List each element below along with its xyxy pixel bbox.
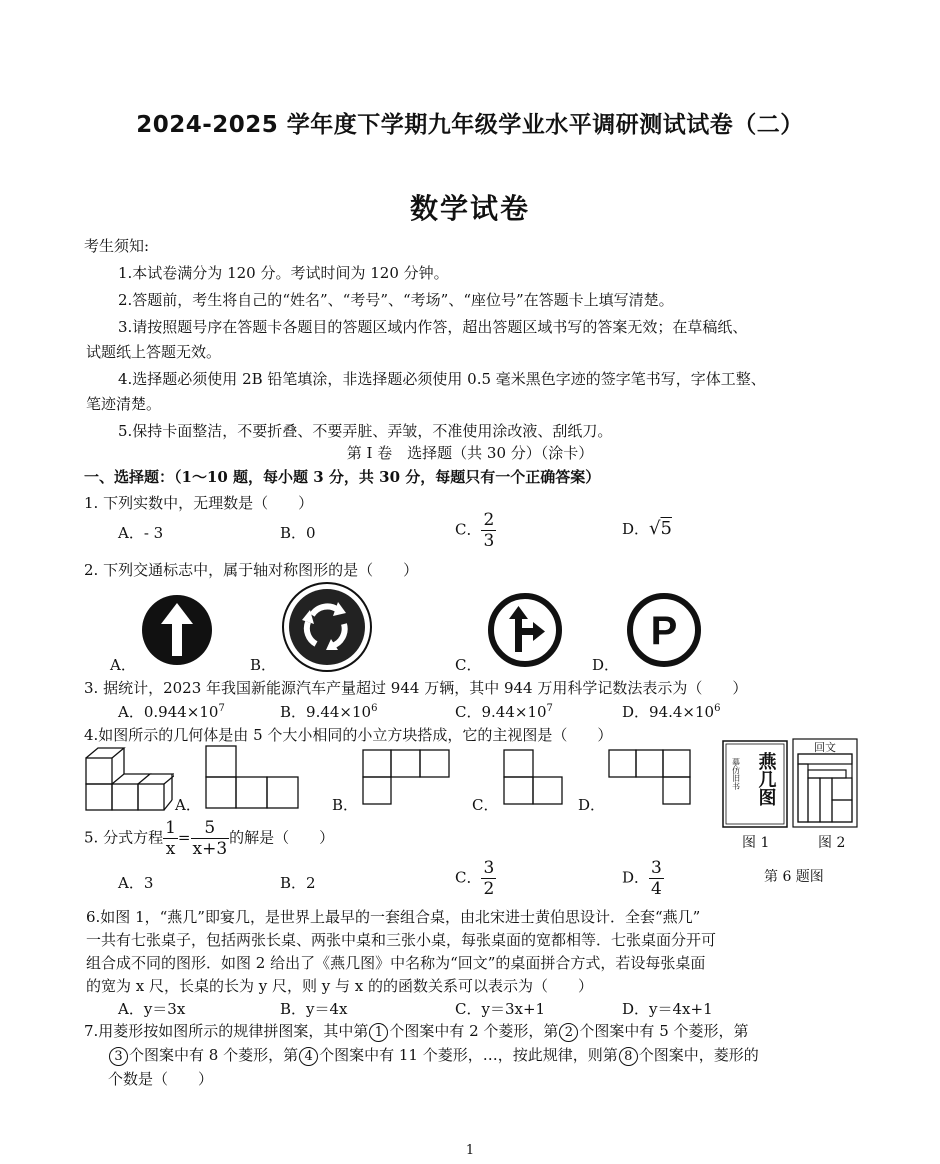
q6-option-d: D．y＝4x+1 xyxy=(622,1000,713,1018)
q2-option-a: A． xyxy=(110,656,136,674)
q5-option-d xyxy=(622,858,664,899)
q5-option-d-num: 3 xyxy=(651,858,662,878)
q5-option-c-num: 3 xyxy=(483,858,495,878)
q3-option-c-base: C．9.44×10 xyxy=(455,703,547,721)
yanji-book-cover-figure xyxy=(722,740,788,828)
q5-option-a: A．3 xyxy=(118,874,154,892)
q6-option-b: B．y＝4x xyxy=(280,1000,348,1018)
q2-option-b: B． xyxy=(250,656,277,674)
q6-option-a: A．y＝3x xyxy=(118,1000,186,1018)
exam-title: 2024-2025 学年度下学期九年级学业水平调研测试试卷（二） xyxy=(136,112,804,138)
q7-line-1 xyxy=(84,1020,749,1042)
q4-option-d: D． xyxy=(578,796,606,814)
notice-item-3-cont: 试题纸上答题无效。 xyxy=(86,343,222,361)
q6-line-1: 6.如图 1，“燕几”即宴几，是世界上最早的一套组合桌，由北宋进士黄伯思设计．全套“燕几” xyxy=(86,908,701,926)
q3-option-b xyxy=(280,701,377,722)
q7-text-3: 个图案中有 5 个菱形，第 xyxy=(579,1022,749,1040)
q7-line-3: 个数是（ ） xyxy=(108,1070,214,1088)
q1-option-c xyxy=(455,510,496,551)
q5-right-fraction xyxy=(191,818,230,859)
q5-option-c-den: 2 xyxy=(483,879,495,899)
q7-text-1: 7.用菱形按如图所示的规律拼图案，其中第 xyxy=(84,1022,369,1040)
q6-figure-caption: 第 6 题图 xyxy=(764,869,824,885)
q7-text-2: 个图案中有 2 个菱形，第 xyxy=(389,1022,559,1040)
q5-left-fraction xyxy=(163,818,178,859)
q6-line-3: 组合成不同的图形．如图 2 给出了《燕几图》中名称为“回文”的桌面拼合方式，若设每张桌面 xyxy=(86,954,706,972)
q7-circled-8: 8 xyxy=(619,1047,638,1066)
q7-text-6: 个图案中，菱形的 xyxy=(638,1046,759,1064)
q3-option-d-base: D．94.4×10 xyxy=(622,703,715,721)
q1-option-b: B．0 xyxy=(280,524,316,542)
q5-stem xyxy=(84,818,334,859)
q3-option-b-exp: 6 xyxy=(371,703,378,714)
q7-circled-2: 2 xyxy=(559,1023,578,1042)
sign-go-straight-or-right-icon xyxy=(487,592,563,668)
fig1-label: 图 1 xyxy=(742,835,770,851)
q3-option-d-exp: 6 xyxy=(714,703,721,714)
q4-option-c: C． xyxy=(472,796,499,814)
section1-title: 一、选择题：（1～10 题，每小题 3 分，共 30 分，每题只有一个正确答案） xyxy=(84,468,601,486)
page-number: 1 xyxy=(465,1143,475,1158)
q3-option-a-base: A．0.944×10 xyxy=(118,703,219,721)
q5-option-d-label: D． xyxy=(622,868,650,887)
fig1-side-text: 摹仿旧书 xyxy=(731,758,741,790)
q2-stem: 2. 下列交通标志中，属于轴对称图形的是（ ） xyxy=(84,561,419,579)
q5-option-c-label: C． xyxy=(455,868,482,887)
q3-option-c-exp: 7 xyxy=(546,703,553,714)
yanji-huiwen-layout-figure xyxy=(792,738,858,828)
q4-option-a: A． xyxy=(175,796,201,814)
q5-option-b: B．2 xyxy=(280,874,316,892)
q1-option-c-num: 2 xyxy=(483,510,495,530)
q7-circled-4: 4 xyxy=(299,1047,318,1066)
fig1-main-text: 燕几图 xyxy=(755,752,777,806)
q6-option-c: C．y＝3x+1 xyxy=(455,1000,546,1018)
q1-stem: 1. 下列实数中，无理数是（ ） xyxy=(84,494,314,512)
q7-line-2 xyxy=(108,1044,759,1066)
q5-left-num: 1 xyxy=(165,818,176,838)
q5-stem-post: 的解是（ ） xyxy=(229,828,335,847)
q3-option-a-exp: 7 xyxy=(218,703,225,714)
q7-circled-3: 3 xyxy=(109,1047,128,1066)
notice-item-1: 1.本试卷满分为 120 分。考试时间为 120 分钟。 xyxy=(118,264,449,282)
q1-option-d-sqrt: √5 xyxy=(649,518,672,539)
q5-option-d-den: 4 xyxy=(651,879,662,899)
q2-option-c: C． xyxy=(455,656,482,674)
q5-stem-pre: 5. 分式方程 xyxy=(84,828,164,847)
notice-item-4: 4.选择题必须使用 2B 铅笔填涂，非选择题必须使用 0.5 毫米黑色字迹的签字笔书写，字体工整、 xyxy=(118,370,766,388)
sign-parking-icon xyxy=(626,592,702,668)
q3-stem: 3. 据统计，2023 年我国新能源汽车产量超过 944 万辆，其中 944 万用科学记数法表示为（ ） xyxy=(84,679,748,697)
q7-text-5: 个图案中有 11 个菱形，…，按此规律，则第 xyxy=(319,1046,618,1064)
q1-option-d-label: D． xyxy=(622,520,650,538)
q3-option-b-base: B．9.44×10 xyxy=(280,703,372,721)
q4-option-b: B． xyxy=(332,796,359,814)
q1-option-c-den: 3 xyxy=(483,531,495,551)
q1-option-c-label: C． xyxy=(455,520,482,539)
sign-roundabout-icon xyxy=(282,582,372,672)
q6-line-2: 一共有七张桌子，包括两张长桌、两张中桌和三张小桌，每张桌面的宽都相等．七张桌面分开可 xyxy=(86,931,717,949)
q4-solid-figure-icon xyxy=(84,744,174,812)
fig2-label: 图 2 xyxy=(818,835,846,851)
svg-text:P: P xyxy=(650,609,678,653)
q7-text-4: 个图案中有 8 个菱形，第 xyxy=(129,1046,299,1064)
q2-option-d: D． xyxy=(592,656,620,674)
q1-option-d-radicand: 5 xyxy=(660,518,672,539)
q1-option-d xyxy=(622,518,672,539)
fig2-top-text: 回文 xyxy=(814,741,836,754)
q4-option-a-figure xyxy=(204,744,300,810)
q5-right-num: 5 xyxy=(191,818,230,839)
q4-option-b-figure xyxy=(361,748,451,806)
notice-heading: 考生须知: xyxy=(84,237,150,255)
section1-header: 第 I 卷 选择题（共 30 分）（涂卡） xyxy=(346,444,594,462)
q3-option-a xyxy=(118,701,225,722)
q1-option-a: A．- 3 xyxy=(118,524,164,542)
q5-right-den: x+3 xyxy=(192,839,228,859)
q5-option-c-fraction xyxy=(481,858,496,899)
q5-left-den: x xyxy=(165,839,176,859)
q4-option-d-figure xyxy=(607,748,693,806)
q4-stem: 4.如图所示的几何体是由 5 个大小相同的小立方块搭成，它的主视图是（ ） xyxy=(84,726,613,744)
q5-option-d-fraction xyxy=(649,858,664,899)
subject-title: 数学试卷 xyxy=(409,192,530,225)
notice-item-2: 2.答题前，考生将自己的“姓名”、“考号”、“考场”、“座位号”在答题卡上填写清楚。 xyxy=(118,291,674,309)
q5-equals: = xyxy=(177,828,191,847)
q3-option-c xyxy=(455,701,553,722)
q6-line-4: 的宽为 x 尺，长桌的长为 y 尺，则 y 与 x 的的函数关系可以表示为（ ） xyxy=(86,977,594,995)
q3-option-d xyxy=(622,701,720,722)
q5-option-c xyxy=(455,858,496,899)
q7-circled-1: 1 xyxy=(369,1023,388,1042)
notice-item-3: 3.请按照题号序在答题卡各题目的答题区域内作答，超出答题区域书写的答案无效；在草稿纸、 xyxy=(118,318,748,336)
sign-straight-arrow-icon xyxy=(141,594,213,666)
q1-option-c-fraction xyxy=(481,510,496,551)
notice-item-5: 5.保持卡面整洁，不要折叠、不要弄脏、弄皱，不准使用涂改液、刮纸刀。 xyxy=(118,422,613,440)
notice-item-4-cont: 笔迹清楚。 xyxy=(86,395,162,413)
q4-option-c-figure xyxy=(502,748,564,806)
